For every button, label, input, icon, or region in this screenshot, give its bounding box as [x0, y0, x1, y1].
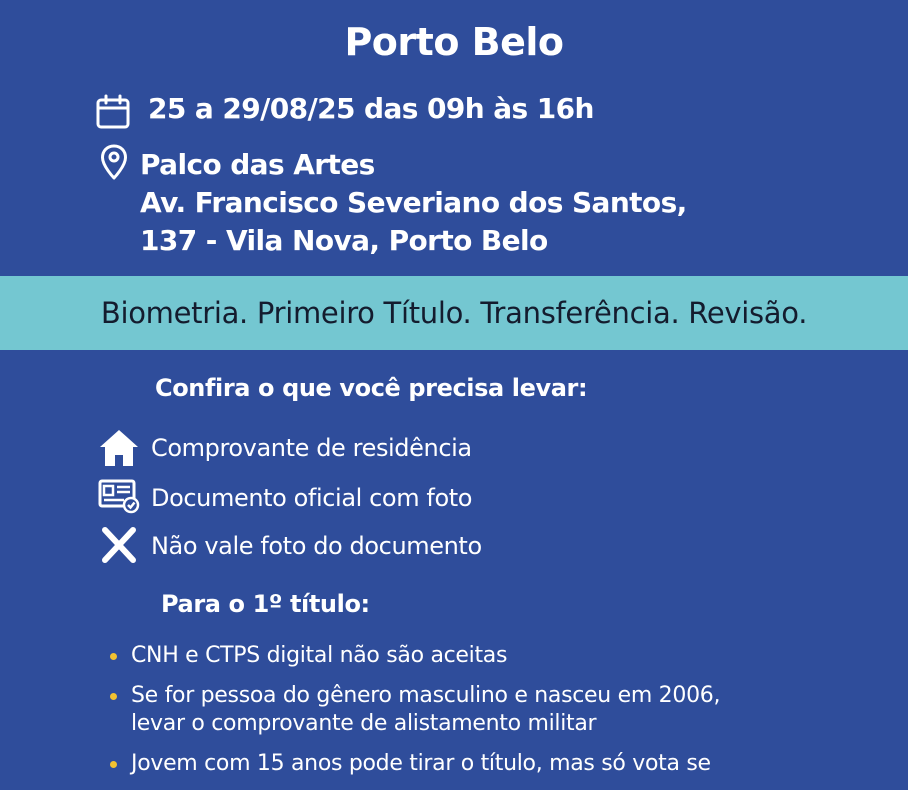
- x-icon: [100, 526, 138, 564]
- location-street: Av. Francisco Severiano dos Santos,: [140, 186, 687, 219]
- list-item: CNH e CTPS digital não são aceitas: [110, 642, 870, 670]
- id-card-icon: [98, 478, 140, 514]
- services-text: Biometria. Primeiro Título. Transferência. Revisão.: [100, 296, 808, 330]
- first-title-heading: Para o 1º título:: [161, 590, 370, 618]
- bullet-dot: [110, 761, 117, 768]
- event-location: [140, 146, 687, 260]
- location-neighborhood: 137 - Vila Nova, Porto Belo: [140, 224, 548, 257]
- bullet-dot: [110, 653, 117, 660]
- bullet-dot: [110, 693, 117, 700]
- location-venue: Palco das Artes: [140, 148, 375, 181]
- checklist-heading: Confira o que você precisa levar:: [155, 374, 588, 402]
- checklist-item-no-photo: Não vale foto do documento: [151, 532, 482, 560]
- checklist-item-residence: Comprovante de residência: [151, 434, 472, 462]
- calendar-icon: [96, 94, 130, 130]
- event-date: 25 a 29/08/25 das 09h às 16h: [148, 92, 594, 125]
- services-band: [0, 276, 908, 350]
- list-item: Se for pessoa do gênero masculino e nasceu em 2006, levar o comprovante de alistamento militar: [110, 682, 751, 738]
- map-pin-icon: [100, 144, 128, 180]
- checklist-item-photo-id: Documento oficial com foto: [151, 484, 473, 512]
- page-title: Porto Belo: [344, 20, 564, 64]
- list-item: Jovem com 15 anos pode tirar o título, mas só vota se: [110, 750, 870, 778]
- house-icon: [98, 428, 140, 468]
